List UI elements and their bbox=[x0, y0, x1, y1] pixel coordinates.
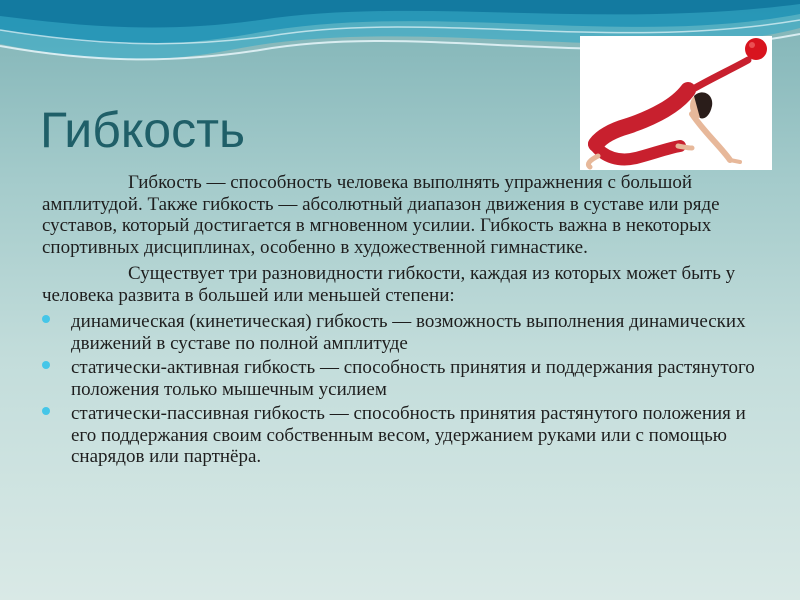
list-item bbox=[42, 357, 760, 400]
bullet-dot-icon bbox=[42, 407, 50, 415]
types-intro-paragraph: Существует три разновидности гибкости, каждая из которых может быть у человека развита в большей или меньшей степени: bbox=[42, 263, 736, 306]
list-item bbox=[42, 311, 760, 354]
list-item-text: статически-пассивная гибкость — способность принятия растянутого положения и его поддержания своим собственным весом, удержанием руками или с помощью снарядов или партнёра. bbox=[71, 403, 746, 467]
slide-body bbox=[42, 172, 760, 468]
gymnast-with-ball-image bbox=[580, 36, 772, 170]
intro-paragraph: Гибкость — способность человека выполнять упражнения с большой амплитудой. Также гибкость — абсолютный диапазон движения в суставе или ряде суставов, который достигается в мгновенном усилии. Гибкость важна в некоторых спортивных дисциплинах, особенно в художественной гимнастике. bbox=[42, 172, 720, 258]
gymnast-photo bbox=[580, 36, 772, 170]
list-item-text: статически-активная гибкость — способность принятия и поддержания растянутого положения только мышечным усилием bbox=[71, 357, 755, 400]
list-item bbox=[42, 403, 760, 468]
list-item-text: динамическая (кинетическая) гибкость — возможность выполнения динамических движений в суставе по полной амплитуде bbox=[71, 311, 746, 354]
slide-title: Гибкость bbox=[40, 102, 246, 158]
bullet-dot-icon bbox=[42, 361, 50, 369]
bullet-dot-icon bbox=[42, 315, 50, 323]
flexibility-types-list bbox=[42, 311, 760, 468]
